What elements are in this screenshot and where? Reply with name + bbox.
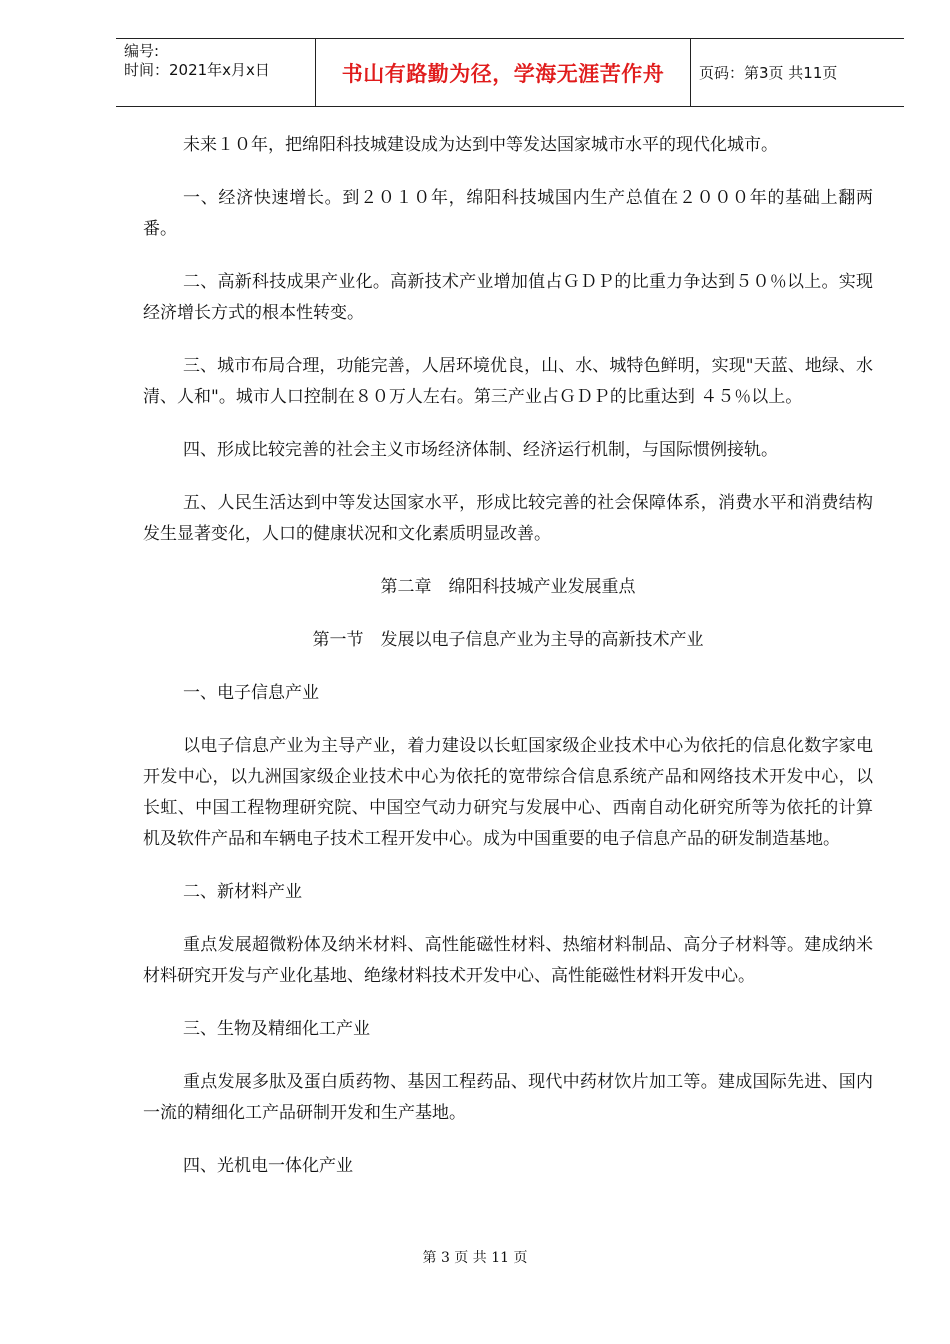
paragraph-goal-4: 四、形成比较完善的社会主义市场经济体制、经济运行机制，与国际惯例接轨。 [183, 440, 778, 460]
document-body [143, 130, 873, 1204]
subsection-body: 以电子信息产业为主导产业，着力建设以长虹国家级企业技术中心为依托的信息化数字家电开发中心，以九洲国家级企业技术中心为依托的宽带综合信息系统产品和网络技术开发中心，以长虹、中国工程物理研究院、中国空气动力研究与发展中心、西南自动化研究所等为依托的计算机及软件产品和车辆电子技术工程开发中心。成为中国重要的电子信息产品的研发制造基地。 [143, 736, 873, 849]
header-meta [116, 39, 316, 106]
subsection-body: 重点发展超微粉体及纳米材料、高性能磁性材料、热缩材料制品、高分子材料等。建成纳米材料研究开发与产业化基地、绝缘材料技术开发中心、高性能磁性材料开发中心。 [143, 935, 873, 986]
header-motto: 书山有路勤为径，学海无涯苦作舟 [316, 39, 691, 106]
page-header [116, 38, 904, 107]
paragraph-goal-5: 五、人民生活达到中等发达国家水平，形成比较完善的社会保障体系，消费水平和消费结构发生显著变化，人口的健康状况和文化素质明显改善。 [143, 493, 873, 544]
paragraph-goal-2: 二、高新科技成果产业化。高新技术产业增加值占ＧＤＰ的比重力争达到５０％以上。实现经济增长方式的根本性转变。 [143, 272, 873, 323]
subsection-body: 重点发展多肽及蛋白质药物、基因工程药品、现代中药材饮片加工等。建成国际先进、国内一流的精细化工产品研制开发和生产基地。 [143, 1072, 873, 1123]
subsection-heading: 四、光机电一体化产业 [183, 1156, 353, 1176]
paragraph-intro: 未来１０年，把绵阳科技城建设成为达到中等发达国家城市水平的现代化城市。 [183, 135, 778, 155]
section-title: 第一节 发展以电子信息产业为主导的高新技术产业 [312, 630, 704, 650]
subsection-heading: 一、电子信息产业 [183, 683, 319, 703]
page-footer: 第 3 页 共 11 页 [422, 1250, 528, 1266]
subsection-heading: 三、生物及精细化工产业 [183, 1019, 370, 1039]
paragraph-goal-3: 三、城市布局合理，功能完善，人居环境优良，山、水、城特色鲜明，实现"天蓝、地绿、水清、人和"。城市人口控制在８０万人左右。第三产业占ＧＤＰ的比重达到 ４５％以上。 [143, 356, 873, 407]
document-time-label: 时间：2021年x月x日 [124, 61, 270, 79]
document-number-label: 编号: [124, 42, 160, 60]
chapter-title: 第二章 绵阳科技城产业发展重点 [380, 577, 636, 597]
paragraph-goal-1: 一、经济快速增长。到２０１０年，绵阳科技城国内生产总值在２０００年的基础上翻两番。 [143, 188, 873, 239]
subsection-heading: 二、新材料产业 [183, 882, 302, 902]
header-page-info: 页码：第3页 共11页 [699, 64, 838, 82]
